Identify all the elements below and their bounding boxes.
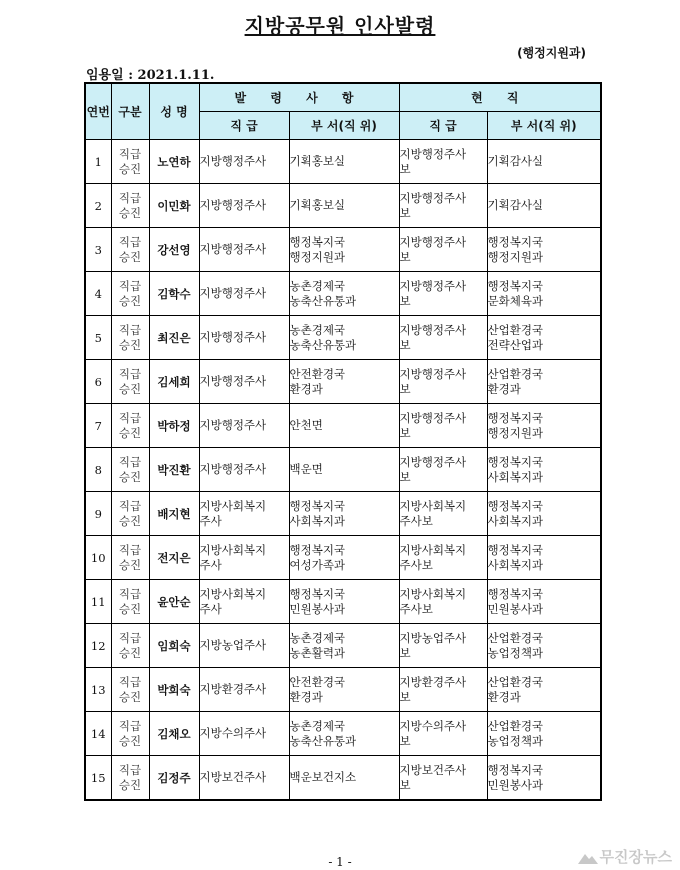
row-number: 14 [85, 712, 111, 756]
current-dept-line: 산업환경국 [487, 674, 544, 689]
header-kind: 구분 [111, 83, 149, 140]
current-grade-line: 지방보건주사 [399, 762, 467, 777]
new-grade [199, 404, 289, 448]
current-grade-line: 보 [399, 733, 411, 748]
watermark [578, 846, 672, 867]
new-dept-line: 사회복지과 [289, 513, 346, 528]
kind-line: 승진 [118, 161, 142, 176]
appointment-table [84, 82, 602, 801]
current-dept-line: 산업환경국 [487, 322, 544, 337]
current-grade-line: 보 [399, 293, 411, 308]
current-grade [399, 492, 487, 536]
table-row [85, 228, 601, 272]
kind-line: 직급 [118, 146, 142, 161]
new-grade-line: 지방사회복지 [199, 542, 267, 557]
new-dept-line: 농축산유통과 [289, 337, 357, 352]
row-number: 13 [85, 668, 111, 712]
person-name: 배지현 [149, 492, 199, 536]
current-dept-line: 행정복지국 [487, 498, 544, 513]
new-grade-line: 주사 [199, 557, 222, 572]
current-grade-line: 지방수의주사 [399, 718, 467, 733]
header-new-dept: 부 서(직 위) [289, 112, 399, 140]
table-row [85, 492, 601, 536]
new-dept [289, 140, 399, 184]
current-grade-line: 보 [399, 381, 411, 396]
current-grade-line: 지방행정주사 [399, 234, 467, 249]
row-kind [111, 448, 149, 492]
kind-line: 직급 [118, 498, 142, 513]
current-dept-line: 산업환경국 [487, 718, 544, 733]
current-dept [487, 668, 601, 712]
current-dept-line: 기획감사실 [487, 154, 544, 168]
current-grade-line: 지방행정주사 [399, 146, 467, 161]
current-dept [487, 448, 601, 492]
current-dept-line: 농업정책과 [487, 733, 544, 748]
row-number: 10 [85, 536, 111, 580]
current-grade-line: 보 [399, 645, 411, 660]
new-grade-line: 주사 [199, 513, 222, 528]
new-dept [289, 228, 399, 272]
current-dept-line: 행정지원과 [487, 425, 544, 440]
current-grade-line: 보 [399, 205, 411, 220]
kind-line: 직급 [118, 322, 142, 337]
current-grade [399, 316, 487, 360]
kind-line: 직급 [118, 674, 142, 689]
row-kind [111, 140, 149, 184]
current-dept-line: 행정복지국 [487, 278, 544, 293]
kind-line: 직급 [118, 542, 142, 557]
current-dept-line: 행정복지국 [487, 542, 544, 557]
header-cur-grade: 직 급 [399, 112, 487, 140]
new-grade-line: 지방행정주사 [199, 374, 267, 388]
table-row [85, 360, 601, 404]
new-grade-line: 주사 [199, 601, 222, 616]
header-appointment: 발 령 사 항 [199, 83, 399, 112]
kind-line: 승진 [118, 645, 142, 660]
current-grade-line: 지방행정주사 [399, 454, 467, 469]
person-name: 김정주 [149, 756, 199, 801]
current-grade-line: 지방행정주사 [399, 366, 467, 381]
new-dept-line: 환경과 [289, 381, 323, 396]
new-grade-line: 지방행정주사 [199, 330, 267, 344]
current-dept [487, 404, 601, 448]
kind-line: 직급 [118, 454, 142, 469]
row-number: 15 [85, 756, 111, 801]
current-dept [487, 712, 601, 756]
current-grade-line: 지방환경주사 [399, 674, 467, 689]
new-grade [199, 184, 289, 228]
person-name: 박하정 [149, 404, 199, 448]
table-row [85, 404, 601, 448]
new-dept [289, 580, 399, 624]
watermark-text: 무진장뉴스 [599, 848, 672, 866]
current-dept [487, 624, 601, 668]
new-dept-line: 환경과 [289, 689, 323, 704]
current-dept [487, 316, 601, 360]
header-current: 현 직 [399, 83, 601, 112]
new-grade-line: 지방행정주사 [199, 242, 267, 256]
row-number: 2 [85, 184, 111, 228]
current-dept-line: 행정지원과 [487, 249, 544, 264]
current-dept-line: 행정복지국 [487, 234, 544, 249]
header-cur-dept: 부 서(직 위) [487, 112, 601, 140]
kind-line: 직급 [118, 190, 142, 205]
new-grade-line: 지방행정주사 [199, 418, 267, 432]
kind-line: 승진 [118, 293, 142, 308]
current-grade-line: 지방행정주사 [399, 190, 467, 205]
header-no: 연번 [85, 83, 111, 140]
new-dept-line: 여성가족과 [289, 557, 346, 572]
current-dept-line: 환경과 [487, 381, 521, 396]
new-dept-line: 농촌경제국 [289, 718, 346, 733]
new-grade-line: 지방사회복지 [199, 498, 267, 513]
new-dept [289, 404, 399, 448]
kind-line: 직급 [118, 234, 142, 249]
new-dept-line: 농축산유통과 [289, 293, 357, 308]
row-kind [111, 712, 149, 756]
current-grade [399, 184, 487, 228]
new-grade [199, 624, 289, 668]
current-dept-line: 민원봉사과 [487, 777, 544, 792]
current-grade-line: 지방사회복지 [399, 542, 467, 557]
current-grade [399, 228, 487, 272]
row-kind [111, 624, 149, 668]
row-number: 9 [85, 492, 111, 536]
kind-line: 승진 [118, 557, 142, 572]
new-dept-line: 행정복지국 [289, 234, 346, 249]
row-number: 4 [85, 272, 111, 316]
table-row [85, 272, 601, 316]
current-grade-line: 보 [399, 689, 411, 704]
row-number: 1 [85, 140, 111, 184]
current-grade [399, 448, 487, 492]
current-dept-line: 사회복지과 [487, 513, 544, 528]
kind-line: 직급 [118, 630, 142, 645]
table-row [85, 756, 601, 801]
person-name: 박진환 [149, 448, 199, 492]
current-grade-line: 보 [399, 337, 411, 352]
person-name: 전지은 [149, 536, 199, 580]
current-dept-line: 사회복지과 [487, 557, 544, 572]
row-number: 3 [85, 228, 111, 272]
row-kind [111, 360, 149, 404]
table-row [85, 140, 601, 184]
new-grade [199, 668, 289, 712]
header-name: 성 명 [149, 83, 199, 140]
current-dept-line: 산업환경국 [487, 630, 544, 645]
current-dept-line: 산업환경국 [487, 366, 544, 381]
person-name: 이민화 [149, 184, 199, 228]
row-kind [111, 228, 149, 272]
current-dept [487, 492, 601, 536]
current-grade-line: 지방행정주사 [399, 322, 467, 337]
current-dept [487, 536, 601, 580]
current-grade-line: 지방사회복지 [399, 586, 467, 601]
kind-line: 승진 [118, 337, 142, 352]
new-dept-line: 안전환경국 [289, 674, 346, 689]
new-grade [199, 492, 289, 536]
current-dept [487, 756, 601, 801]
kind-line: 직급 [118, 762, 142, 777]
current-grade [399, 668, 487, 712]
current-dept-line: 행정복지국 [487, 454, 544, 469]
table-row [85, 184, 601, 228]
current-grade-line: 보 [399, 425, 411, 440]
row-kind [111, 492, 149, 536]
new-dept-line: 행정복지국 [289, 542, 346, 557]
current-dept [487, 140, 601, 184]
current-grade [399, 140, 487, 184]
row-kind [111, 536, 149, 580]
current-dept-line: 환경과 [487, 689, 521, 704]
new-dept [289, 668, 399, 712]
current-dept-line: 농업정책과 [487, 645, 544, 660]
new-grade [199, 140, 289, 184]
current-dept-line: 행정복지국 [487, 586, 544, 601]
new-dept [289, 272, 399, 316]
new-grade [199, 316, 289, 360]
row-number: 6 [85, 360, 111, 404]
current-grade [399, 624, 487, 668]
new-dept-line: 민원봉사과 [289, 601, 346, 616]
new-grade-line: 지방행정주사 [199, 462, 267, 476]
kind-line: 승진 [118, 513, 142, 528]
kind-line: 승진 [118, 425, 142, 440]
person-name: 박희숙 [149, 668, 199, 712]
kind-line: 승진 [118, 777, 142, 792]
table-row [85, 624, 601, 668]
person-name: 김학수 [149, 272, 199, 316]
new-dept-line: 안전환경국 [289, 366, 346, 381]
new-dept-line: 농촌경제국 [289, 630, 346, 645]
new-grade-line: 지방행정주사 [199, 198, 267, 212]
current-grade [399, 580, 487, 624]
new-grade [199, 448, 289, 492]
person-name: 김세희 [149, 360, 199, 404]
new-dept-line: 행정복지국 [289, 498, 346, 513]
new-dept [289, 316, 399, 360]
current-grade-line: 지방행정주사 [399, 410, 467, 425]
new-grade [199, 536, 289, 580]
page-number: - 1 - [328, 855, 352, 869]
kind-line: 승진 [118, 205, 142, 220]
person-name: 최진은 [149, 316, 199, 360]
current-dept [487, 580, 601, 624]
row-kind [111, 316, 149, 360]
current-dept-line: 민원봉사과 [487, 601, 544, 616]
current-grade [399, 756, 487, 801]
new-dept-line: 기획홍보실 [289, 198, 346, 212]
person-name: 임희숙 [149, 624, 199, 668]
row-number: 12 [85, 624, 111, 668]
current-dept [487, 184, 601, 228]
new-grade-line: 지방행정주사 [199, 154, 267, 168]
mountain-logo-icon [578, 852, 598, 864]
table-row [85, 536, 601, 580]
new-dept-line: 농촌경제국 [289, 322, 346, 337]
row-number: 11 [85, 580, 111, 624]
current-grade-line: 보 [399, 161, 411, 176]
current-grade-line: 주사보 [399, 513, 433, 528]
new-dept-line: 행정복지국 [289, 586, 346, 601]
new-dept [289, 360, 399, 404]
kind-line: 승진 [118, 249, 142, 264]
effective-date: 임용일 : 2021.1.11. [86, 68, 215, 83]
new-grade [199, 756, 289, 801]
current-grade-line: 보 [399, 777, 411, 792]
row-number: 8 [85, 448, 111, 492]
person-name: 강선영 [149, 228, 199, 272]
kind-line: 승진 [118, 469, 142, 484]
new-dept-line: 안천면 [289, 418, 323, 432]
current-grade-line: 주사보 [399, 601, 433, 616]
current-grade [399, 536, 487, 580]
current-grade [399, 712, 487, 756]
current-dept-line: 전략산업과 [487, 337, 544, 352]
new-dept [289, 756, 399, 801]
current-grade-line: 보 [399, 469, 411, 484]
table-row [85, 668, 601, 712]
row-kind [111, 184, 149, 228]
current-grade-line: 지방농업주사 [399, 630, 467, 645]
table-row [85, 448, 601, 492]
department-label: (행정지원과) [517, 46, 586, 60]
person-name: 김채오 [149, 712, 199, 756]
new-grade [199, 228, 289, 272]
new-grade [199, 272, 289, 316]
table-row [85, 580, 601, 624]
new-grade-line: 지방행정주사 [199, 286, 267, 300]
person-name: 윤안순 [149, 580, 199, 624]
kind-line: 승진 [118, 689, 142, 704]
row-kind [111, 580, 149, 624]
new-dept-line: 백운보건지소 [289, 770, 357, 784]
new-grade [199, 712, 289, 756]
new-dept-line: 농축산유통과 [289, 733, 357, 748]
new-dept-line: 농촌활력과 [289, 645, 346, 660]
table-row [85, 316, 601, 360]
new-grade [199, 360, 289, 404]
current-dept-line: 사회복지과 [487, 469, 544, 484]
row-number: 5 [85, 316, 111, 360]
new-dept [289, 536, 399, 580]
current-grade-line: 지방행정주사 [399, 278, 467, 293]
header-new-grade: 직 급 [199, 112, 289, 140]
kind-line: 직급 [118, 718, 142, 733]
current-grade [399, 404, 487, 448]
current-dept-line: 문화체육과 [487, 293, 544, 308]
current-dept-line: 행정복지국 [487, 410, 544, 425]
new-grade [199, 580, 289, 624]
new-dept-line: 행정지원과 [289, 249, 346, 264]
table-row [85, 712, 601, 756]
row-number: 7 [85, 404, 111, 448]
current-grade [399, 272, 487, 316]
current-dept [487, 228, 601, 272]
row-kind [111, 756, 149, 801]
kind-line: 직급 [118, 410, 142, 425]
current-dept-line: 기획감사실 [487, 198, 544, 212]
person-name: 노연하 [149, 140, 199, 184]
row-kind [111, 404, 149, 448]
new-grade-line: 지방수의주사 [199, 726, 267, 740]
current-dept [487, 360, 601, 404]
new-grade-line: 지방환경주사 [199, 682, 267, 696]
current-grade-line: 지방사회복지 [399, 498, 467, 513]
kind-line: 직급 [118, 366, 142, 381]
new-dept [289, 448, 399, 492]
current-grade [399, 360, 487, 404]
current-dept-line: 행정복지국 [487, 762, 544, 777]
new-dept-line: 농촌경제국 [289, 278, 346, 293]
current-dept [487, 272, 601, 316]
new-dept [289, 184, 399, 228]
new-grade-line: 지방사회복지 [199, 586, 267, 601]
new-dept [289, 712, 399, 756]
kind-line: 승진 [118, 601, 142, 616]
kind-line: 직급 [118, 278, 142, 293]
kind-line: 승진 [118, 381, 142, 396]
current-grade-line: 주사보 [399, 557, 433, 572]
document-title: 지방공무원 인사발령 [244, 14, 436, 38]
new-dept-line: 백운면 [289, 462, 323, 476]
new-grade-line: 지방보건주사 [199, 770, 267, 784]
new-dept [289, 624, 399, 668]
new-grade-line: 지방농업주사 [199, 638, 267, 652]
row-kind [111, 272, 149, 316]
current-grade-line: 보 [399, 249, 411, 264]
row-kind [111, 668, 149, 712]
kind-line: 직급 [118, 586, 142, 601]
kind-line: 승진 [118, 733, 142, 748]
new-dept-line: 기획홍보실 [289, 154, 346, 168]
new-dept [289, 492, 399, 536]
